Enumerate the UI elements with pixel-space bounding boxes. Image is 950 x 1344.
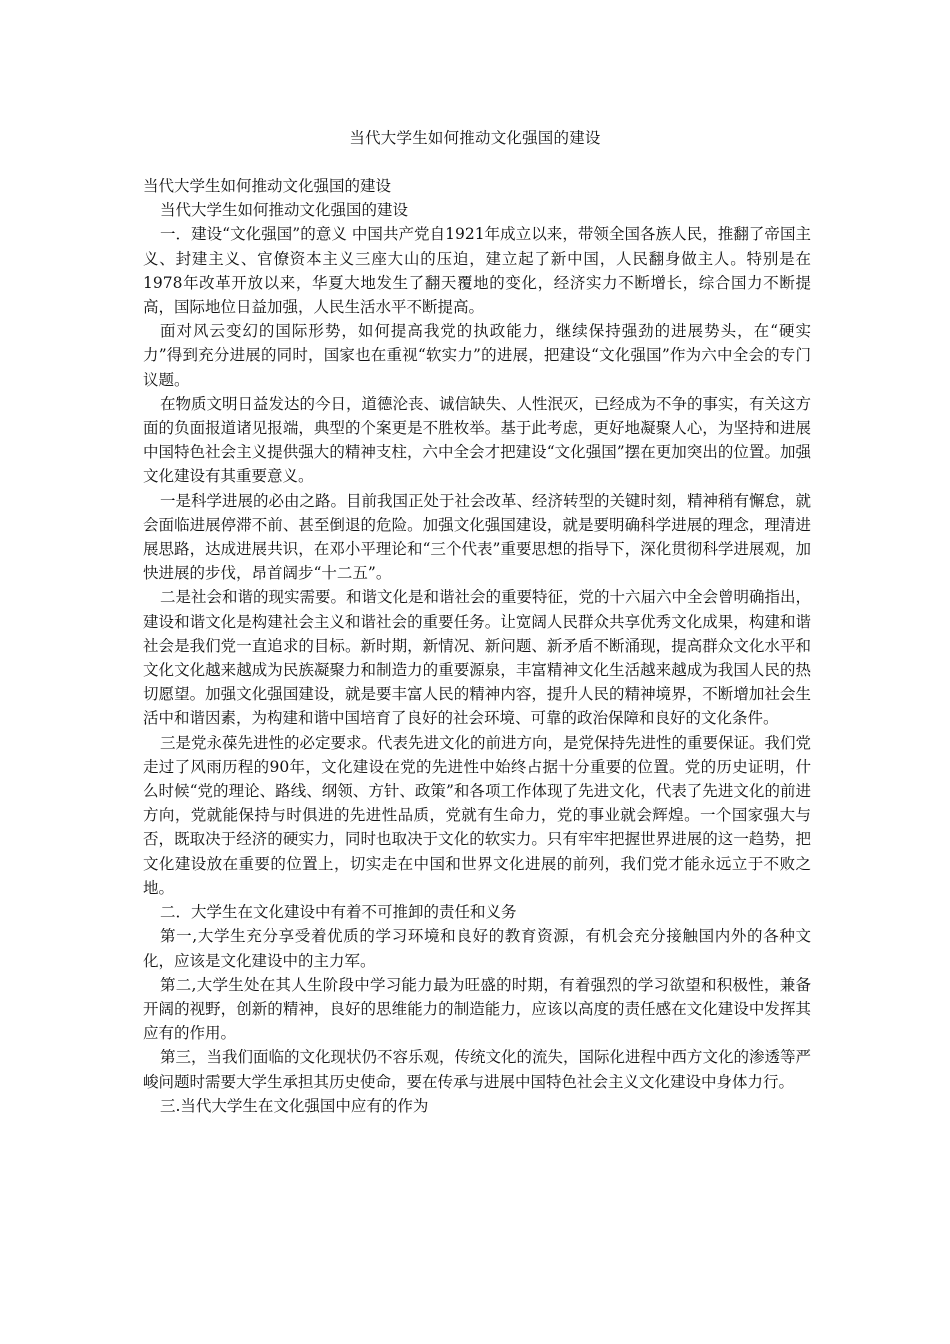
document-body	[143, 174, 811, 1118]
paragraph: 第三，当我们面临的文化现状仍不容乐观，传统文化的流失，国际化进程中西方文化的渗透等严峻问题时需要大学生承担其历史使命，要在传承与进展中国特色社会主义文化建设中身体力行。	[143, 1048, 812, 1091]
paragraph: 三是党永葆先进性的必定要求。代表先进文化的前进方向，是党保持先进性的重要保证。我们党走过了风雨历程的90年，文化建设在党的先进性中始终占据十分重要的位置。党的历史证明，什么时候“党的理论、路线、纲领、方针、政策”和各项工作体现了先进文化，代表了先进文化的前进方向，党就能保持与时俱进的先进性品质，党就有生命力，党的事业就会辉煌。一个国家强大与否，既取决于经济的硬实力，同时也取决于文化的软实力。只有牢牢把握世界进展的这一趋势，把文化建设放在重要的位置上，切实走在中国和世界文化进展的前列，我们党才能永远立于不败之地。	[143, 733, 812, 897]
paragraph: 第二,大学生处在其人生阶段中学习能力最为旺盛的时期，有着强烈的学习欲望和积极性，兼备开阔的视野，创新的精神，良好的思维能力的制造能力，应该以高度的责任感在文化建设中发挥其应有的作用。	[143, 975, 811, 1043]
section-heading: 三.当代大学生在文化强国中应有的作为	[160, 1096, 429, 1115]
paragraph: 一是科学进展的必由之路。目前我国正处于社会改革、经济转型的关键时刻，精神稍有懈怠，就会面临进展停滞不前、甚至倒退的危险。加强文化强国建设，就是要明确科学进展的理念，理清进展思路，达成进展共识，在邓小平理论和“三个代表”重要思想的指导下，深化贯彻科学进展观，加快进展的步伐，昂首阔步“十二五”。	[143, 491, 812, 583]
paragraph: 一．建设“文化强国”的意义 中国共产党自1921年成立以来，带领全国各族人民，推翻了帝国主义、封建主义、官僚资本主义三座大山的压迫，建立起了新中国，人民翻身做主人。特别是在1978年改革开放以来，华夏大地发生了翻天覆地的变化，经济实力不断增长，综合国力不断提高，国际地位日益加强，人民生活水平不断提高。	[143, 225, 811, 317]
section-heading: 二．大学生在文化建设中有着不可推卸的责任和义务	[160, 903, 517, 922]
heading-repeat: 当代大学生如何推动文化强国的建设	[143, 177, 392, 195]
paragraph: 在物质文明日益发达的今日，道德沦丧、诚信缺失、人性泯灭，已经成为不争的事实，有关这方面的负面报道诸见报端，典型的个案更是不胜枚举。基于此考虑，更好地凝聚人心，为坚持和进展中国特色社会主义提供强大的精神支柱，六中全会才把建设“文化强国”摆在更加突出的位置。加强文化建设有其重要意义。	[143, 394, 812, 486]
document-title: 当代大学生如何推动文化强国的建设	[349, 129, 601, 147]
paragraph: 第一,大学生充分享受着优质的学习环境和良好的教育资源，有机会充分接触国内外的各种文化，应该是文化建设中的主力军。	[143, 927, 811, 970]
paragraph: 二是社会和谐的现实需要。和谐文化是和谐社会的重要特征，党的十六届六中全会曾明确指出，建设和谐文化是构建社会主义和谐社会的重要任务。让宽阔人民群众共享优秀文化成果，构建和谐社会是我们党一直追求的目标。新时期，新情况、新问题、新矛盾不断涌现，提高群众文化水平和文化文化越来越成为民族凝聚力和制造力的重要源泉，丰富精神文化生活越来越成为我国人民的热切愿望。加强文化强国建设，就是要丰富人民的精神内容，提升人民的精神境界，不断增加社会生活中和谐因素，为构建和谐中国培育了良好的社会环境、可靠的政治保障和良好的文化条件。	[143, 588, 812, 728]
subheading: 当代大学生如何推动文化强国的建设	[160, 201, 409, 220]
paragraph: 面对风云变幻的国际形势，如何提高我党的执政能力，继续保持强劲的进展势头，在“硬实力”得到充分进展的同时，国家也在重视“软实力”的进展，把建设“文化强国”作为六中全会的专门议题。	[143, 322, 811, 389]
